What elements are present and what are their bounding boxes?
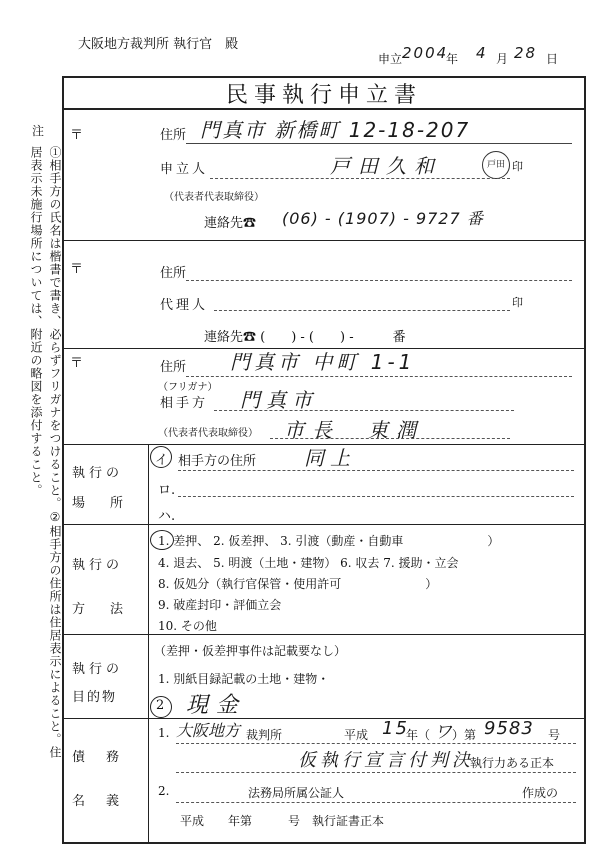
title-row2-author: 作成の [522,786,559,800]
place-label-2: 場 所 [72,496,130,511]
title-row1-era: 平成 [344,728,369,742]
place-item-ro: ロ. [158,483,176,498]
title-row1b-value: 仮執行宣言付判決 [298,750,474,771]
place-item-i-text: 相手方の住所 [178,454,257,469]
purpose-item-2-num: 2 [156,698,165,713]
applicant-rep-label: （代表者代表取締役） [164,192,264,203]
date-month: 4 [476,44,488,62]
applicant-name-label: 申立人 [160,162,209,177]
opponent-name-value: 門真市 [240,388,318,412]
date-year: 2004 [402,44,449,62]
applicant-contact-value: (06) - (1907) - 9727 番 [282,209,484,228]
agent-name-label: 代理人 [160,298,209,313]
date-day-unit: 日 [546,52,559,66]
applicant-contact-label: 連絡先☎ [204,216,257,231]
title-row1-year-label: 年（ [406,728,431,742]
date-day: 28 [514,44,538,62]
title-row1-court-label: 裁判所 [246,728,283,742]
place-item-i-value: 同上 [304,446,356,470]
date-month-unit: 月 [496,52,509,66]
agent-postal-mark: 〒 [70,262,84,277]
purpose-item-2-value: 現金 [186,693,247,718]
applicant-name-value: 戸田久和 [330,154,442,178]
title-label-2: 名 義 [72,794,124,809]
place-label-1: 執行の [72,466,124,481]
applicant-seal-label: 印 [512,160,523,173]
opponent-name-label: 相手方 [160,396,209,411]
notes-text [26,146,64,766]
method-row-5: 10. その他 [158,619,217,633]
court-title: 大阪地方裁判所 執行官 殿 [78,37,239,52]
title-row3: 平成 年第 号 執行証書正本 [180,814,385,828]
date-prefix: 申立 [378,52,403,66]
purpose-row-1: 1. 別紙目録記載の土地・建物・ [158,672,330,686]
title-row1-year-value: 15 [382,718,409,739]
date-year-unit: 年 [446,52,459,66]
notes-heading: 注 [32,124,45,138]
opponent-address-value: 門真市 中町 1-1 [230,350,416,374]
title-row1-number-label: 号 [548,728,561,742]
method-row-1: 1. 差押、 2. 仮差押、 3. 引渡（動産・自動車 ） [158,534,500,548]
opponent-rep-value: 市長 東潤 [284,418,424,442]
title-row1-court-value: 大阪地方 [176,721,241,740]
title-row1-case-label: ）第 [452,728,477,742]
title-row2-office: 法務局所属公証人 [248,786,345,800]
place-item-i-num: イ [155,453,169,468]
opponent-address-label: 住所 [160,360,187,375]
note-1: ①相手方の氏名は楷書で書き、必らずフリガナをつけること。 [48,146,62,510]
method-row-4: 9. 破産封印・評価立会 [158,598,282,612]
applicant-address-label: 住所 [160,128,187,143]
title-row2-num: 2. [158,784,170,798]
purpose-label-1: 執行の [72,662,124,677]
opponent-furigana-label: （フリガナ） [158,382,218,393]
place-item-ha: ハ. [158,509,176,524]
purpose-note: （差押・仮差押事件は記載要なし） [154,644,347,658]
method-label-2: 方 法 [72,602,130,617]
title-row1-num: 1. [158,726,170,740]
opponent-postal-mark: 〒 [70,356,84,371]
purpose-label-2: 目的物 [72,690,118,705]
note-2: ②相手方の住所は住居表示によること。住居表示未施行場所については、附近の略図を添付すること。 [29,146,62,759]
agent-address-label: 住所 [160,266,187,281]
agent-seal-label: 印 [512,296,523,309]
applicant-address-value: 門真市 新橋町 12-18-207 [200,118,471,142]
title-label-1: 債 務 [72,750,124,765]
method-row-2: 4. 退去、 5. 明渡（土地・建物） 6. 収去 7. 援助・立会 [158,556,459,570]
opponent-rep-label: （代表者代表取締役） [158,428,258,439]
method-row-3: 8. 仮処分（執行官保管・使用許可 ） [158,577,438,591]
applicant-personal-seal: 戸田 [482,151,510,179]
title-row1-case-mark: ワ [434,722,454,743]
agent-contact-label: 連絡先☎ ( ) - ( ) - 番 [204,330,406,345]
title-row1b-label: 執行力ある正本 [470,756,555,770]
form-title: 民事執行申立書 [225,83,422,108]
method-label-1: 執行の [72,558,124,573]
applicant-postal-mark: 〒 [70,128,84,143]
title-row1-number-value: 9583 [484,718,534,739]
